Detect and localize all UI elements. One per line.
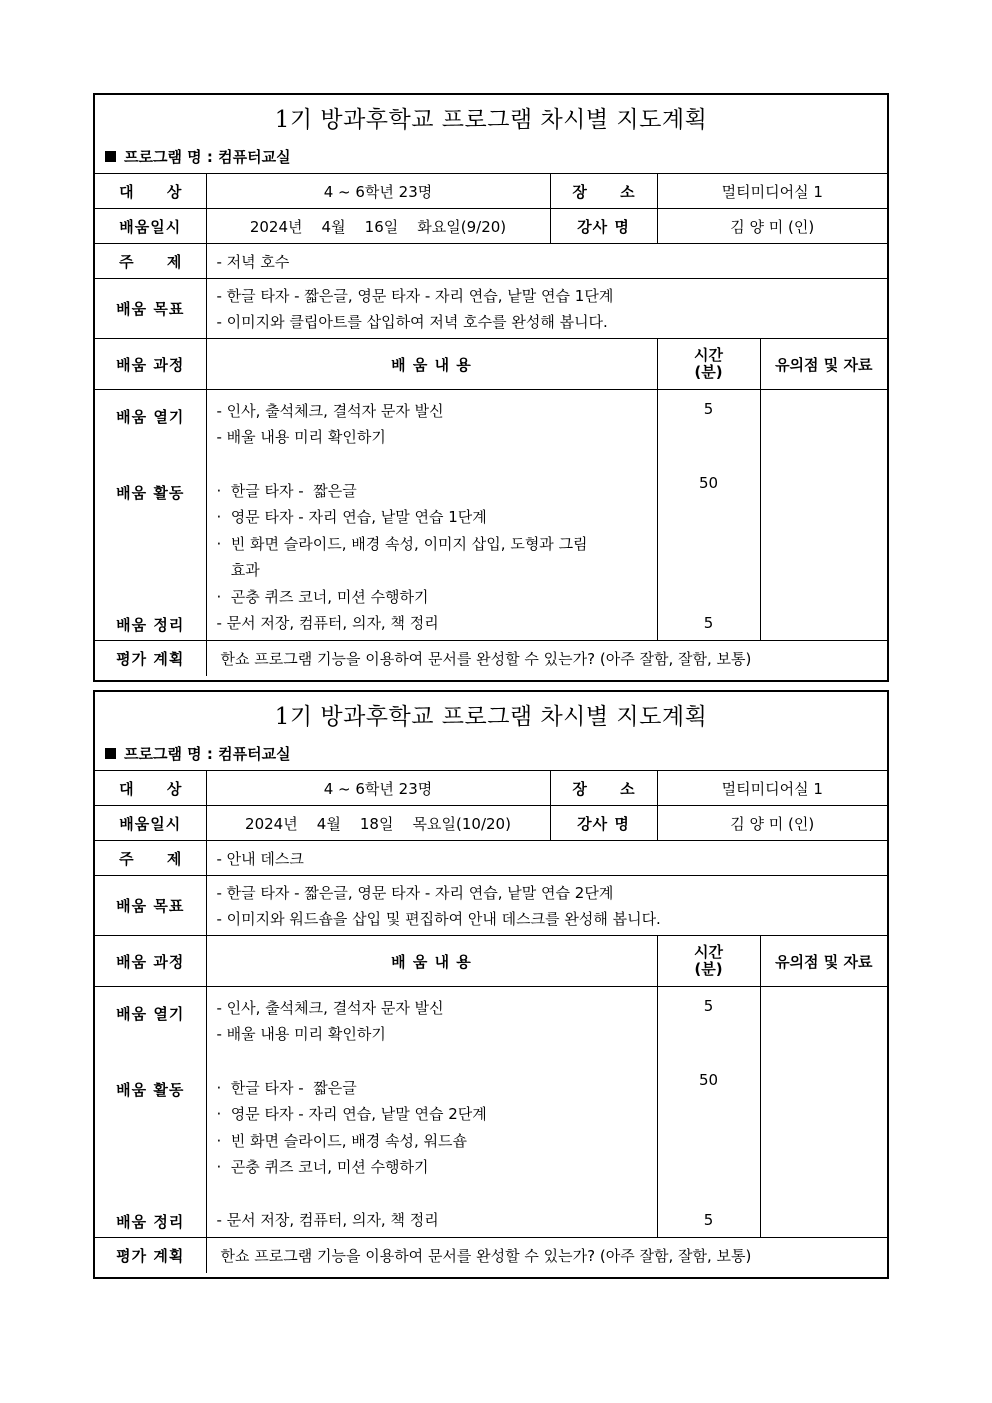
process-header: 배움 과정 xyxy=(95,339,206,390)
eval-row xyxy=(95,641,887,676)
time-cell xyxy=(657,390,760,641)
notes-header: 유의점 및 자료 xyxy=(760,339,887,390)
open-time: 5 xyxy=(703,997,714,1015)
program-name: 프로그램 명 : 컴퓨터교실 xyxy=(124,744,291,763)
target-value: 4 ~ 6학년 23명 xyxy=(206,771,550,806)
date-row xyxy=(95,209,887,244)
open-stage-label: 배움 열기 xyxy=(116,408,185,426)
date-label: 배움일시 xyxy=(95,806,206,841)
header-row xyxy=(95,339,887,390)
open-line: - 배울 내용 미리 확인하기 xyxy=(216,428,386,446)
activity-line: · 빈 화면 슬라이드, 배경 속성, 이미지 삽입, 도형과 그림 xyxy=(216,535,588,553)
topic-row xyxy=(95,841,887,876)
content-cell xyxy=(206,987,657,1238)
date-value: 2024년 4월 18일 목요일(10/20) xyxy=(206,806,550,841)
goal-label: 배움 목표 xyxy=(95,876,206,936)
eval-label: 평가 계획 xyxy=(95,641,206,676)
eval-row xyxy=(95,1238,887,1273)
activity-time: 50 xyxy=(698,1071,719,1089)
goal-row xyxy=(95,279,887,339)
program-name: 프로그램 명 : 컴퓨터교실 xyxy=(124,147,291,166)
goal-row xyxy=(95,876,887,936)
goal-line: - 한글 타자 - 짧은글, 영문 타자 - 자리 연습, 낱말 연습 2단계 xyxy=(216,883,614,902)
topic-value: - 안내 데스크 xyxy=(206,841,887,876)
lesson-plan-1 xyxy=(93,93,889,682)
date-label: 배움일시 xyxy=(95,209,206,244)
close-line: - 문서 저장, 컴퓨터, 의자, 책 정리 xyxy=(216,1211,439,1229)
eval-value: 한쇼 프로그램 기능을 이용하여 문서를 완성할 수 있는가? (아주 잘함, 잘함, 보통) xyxy=(206,641,887,676)
time-cell xyxy=(657,987,760,1238)
topic-row xyxy=(95,244,887,279)
teacher-label: 강사 명 xyxy=(550,806,657,841)
target-row xyxy=(95,771,887,806)
teacher-value: 김 양 미 (인) xyxy=(657,806,887,841)
goal-line: - 이미지와 클립아트를 삽입하여 저녁 호수를 완성해 봅니다. xyxy=(216,312,608,331)
place-value: 멀티미디어실 1 xyxy=(657,174,887,209)
open-line: - 인사, 출석체크, 결석자 문자 발신 xyxy=(216,402,444,420)
activity-line: · 영문 타자 - 자리 연습, 낱말 연습 2단계 xyxy=(216,1105,487,1123)
time-header: 시간 (분) xyxy=(657,339,760,390)
activity-line: 효과 xyxy=(216,561,260,579)
place-value: 멀티미디어실 1 xyxy=(657,771,887,806)
header-row xyxy=(95,936,887,987)
plan-title: 1기 방과후학교 프로그램 차시별 지도계획 xyxy=(274,106,708,133)
close-time: 5 xyxy=(703,1211,714,1229)
square-bullet-icon xyxy=(105,748,116,759)
date-row xyxy=(95,806,887,841)
activity-stage-label: 배움 활동 xyxy=(116,484,185,502)
target-row xyxy=(95,174,887,209)
content-header: 배 움 내 용 xyxy=(206,339,657,390)
eval-value: 한쇼 프로그램 기능을 이용하여 문서를 완성할 수 있는가? (아주 잘함, 잘함, 보통) xyxy=(206,1238,887,1273)
program-name-line xyxy=(95,736,887,770)
open-stage-label: 배움 열기 xyxy=(116,1005,185,1023)
close-stage-label: 배움 정리 xyxy=(116,616,185,634)
content-cell xyxy=(206,390,657,641)
plan-table xyxy=(95,173,887,676)
program-name-line xyxy=(95,139,887,173)
body-row xyxy=(95,390,887,641)
date-value: 2024년 4월 16일 화요일(9/20) xyxy=(206,209,550,244)
activity-line: · 빈 화면 슬라이드, 배경 속성, 워드숍 xyxy=(216,1132,468,1150)
content-header: 배 움 내 용 xyxy=(206,936,657,987)
square-bullet-icon xyxy=(105,151,116,162)
plan-title: 1기 방과후학교 프로그램 차시별 지도계획 xyxy=(274,703,708,730)
goal-line: - 한글 타자 - 짧은글, 영문 타자 - 자리 연습, 낱말 연습 1단계 xyxy=(216,286,614,305)
teacher-label: 강사 명 xyxy=(550,209,657,244)
goal-value xyxy=(206,279,887,339)
activity-line: · 곤충 퀴즈 코너, 미션 수행하기 xyxy=(216,588,429,606)
topic-value: - 저녁 호수 xyxy=(206,244,887,279)
body-row xyxy=(95,987,887,1238)
close-stage-label: 배움 정리 xyxy=(116,1213,185,1231)
open-line: - 인사, 출석체크, 결석자 문자 발신 xyxy=(216,999,444,1017)
activity-line: · 곤충 퀴즈 코너, 미션 수행하기 xyxy=(216,1158,429,1176)
notes-cell xyxy=(760,987,887,1238)
goal-value xyxy=(206,876,887,936)
activity-stage-label: 배움 활동 xyxy=(116,1081,185,1099)
topic-label: 주 제 xyxy=(95,244,206,279)
activity-line: · 한글 타자 - 짧은글 xyxy=(216,1079,357,1097)
activity-line: · 영문 타자 - 자리 연습, 낱말 연습 1단계 xyxy=(216,508,487,526)
process-cell xyxy=(95,987,206,1238)
plan-table xyxy=(95,770,887,1273)
notes-header: 유의점 및 자료 xyxy=(760,936,887,987)
close-time: 5 xyxy=(703,614,714,632)
lesson-plan-2 xyxy=(93,690,889,1279)
target-label: 대 상 xyxy=(95,174,206,209)
notes-cell xyxy=(760,390,887,641)
place-label: 장 소 xyxy=(550,771,657,806)
place-label: 장 소 xyxy=(550,174,657,209)
target-value: 4 ~ 6학년 23명 xyxy=(206,174,550,209)
activity-line: · 한글 타자 - 짧은글 xyxy=(216,482,357,500)
topic-label: 주 제 xyxy=(95,841,206,876)
process-header: 배움 과정 xyxy=(95,936,206,987)
teacher-value: 김 양 미 (인) xyxy=(657,209,887,244)
open-time: 5 xyxy=(703,400,714,418)
activity-time: 50 xyxy=(698,474,719,492)
eval-label: 평가 계획 xyxy=(95,1238,206,1273)
target-label: 대 상 xyxy=(95,771,206,806)
open-line: - 배울 내용 미리 확인하기 xyxy=(216,1025,386,1043)
process-cell xyxy=(95,390,206,641)
goal-label: 배움 목표 xyxy=(95,279,206,339)
time-header: 시간 (분) xyxy=(657,936,760,987)
goal-line: - 이미지와 워드숍을 삽입 및 편집하여 안내 데스크를 완성해 봅니다. xyxy=(216,909,661,928)
close-line: - 문서 저장, 컴퓨터, 의자, 책 정리 xyxy=(216,614,439,632)
